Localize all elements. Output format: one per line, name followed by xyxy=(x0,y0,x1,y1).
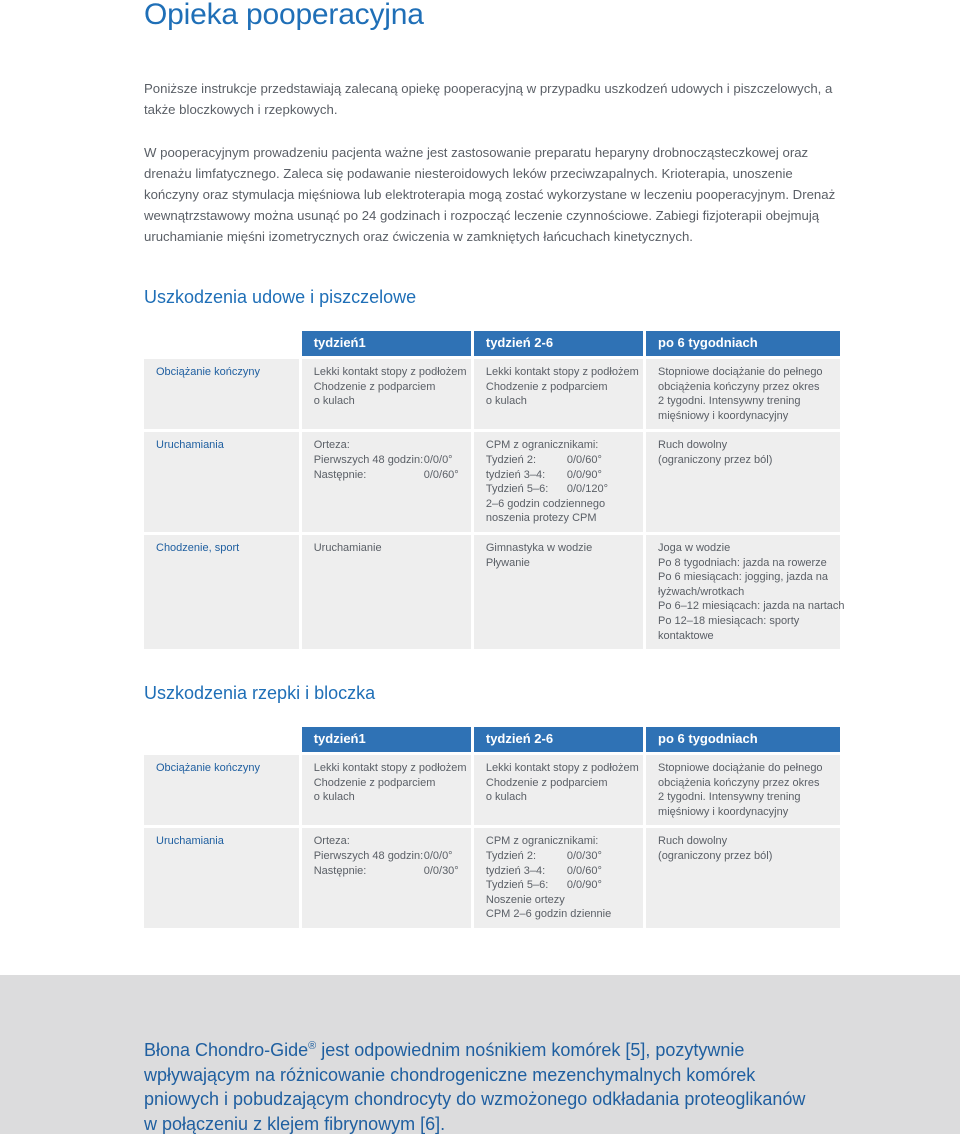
cell-value: 0/0/30° xyxy=(566,849,602,862)
cell-text: Ruch dowolny xyxy=(658,439,728,452)
table-cell xyxy=(646,828,840,928)
cell-text: Stopniowe dociążanie do pełnego xyxy=(658,762,823,774)
table-cell xyxy=(302,535,471,649)
cell-key: Tydzień 2: xyxy=(485,453,537,466)
cell-text: CPM z ogranicznikami: xyxy=(485,439,599,452)
cell-key: Następnie: xyxy=(313,864,367,877)
table-cell xyxy=(302,755,471,825)
table-cell xyxy=(646,755,840,825)
cell-text: kontaktowe xyxy=(658,629,714,642)
table-header-row xyxy=(144,727,840,752)
column-header-week1: tydzień1 xyxy=(302,331,471,356)
cell-text: (ograniczony przez ból) xyxy=(658,453,773,466)
cell-text: Po 6–12 miesiącach: jazda na nartach xyxy=(658,600,845,613)
cell-text: Uruchamianie xyxy=(313,541,382,554)
table-cell xyxy=(474,432,643,532)
row-label: Obciążanie kończyny xyxy=(144,359,299,429)
footer-statement xyxy=(144,1034,864,1136)
cell-key: Następnie: xyxy=(313,468,367,481)
cell-text: 2 tygodni. Intensywny trening xyxy=(658,395,801,408)
cell-text: o kulach xyxy=(313,395,355,408)
cell-text: Chodzenie z podparciem xyxy=(485,380,608,393)
cell-key: Pierwszych 48 godzin: xyxy=(313,453,424,466)
column-header-after-6-weeks: po 6 tygodniach xyxy=(646,331,840,356)
footer-text-part: wpływającym na różnicowanie chondrogeniczne mezenchymalnych komórek xyxy=(144,1064,756,1085)
care-table-femoral-tibial xyxy=(141,328,843,652)
table-cell xyxy=(474,359,643,429)
cell-key: Pierwszych 48 godzin: xyxy=(313,849,424,862)
table-cell xyxy=(474,755,643,825)
footer-text-part: jest odpowiednim nośnikiem komórek [5], pozytywnie xyxy=(316,1040,745,1060)
cell-text: obciążenia kończyny przez okres xyxy=(658,380,820,393)
cell-pair xyxy=(486,849,631,864)
row-label: Uruchamiania xyxy=(144,432,299,532)
cell-text: Joga w wodzie xyxy=(658,541,731,554)
table-cell xyxy=(474,828,643,928)
cell-text: Chodzenie z podparciem xyxy=(313,380,436,393)
intro-text xyxy=(144,78,844,269)
header-empty-cell xyxy=(144,331,299,356)
cell-text: Stopniowe dociążanie do pełnego xyxy=(658,366,823,378)
cell-text: mięśniowy i koordynacyjny xyxy=(658,409,789,422)
cell-key: tydzień 3–4: xyxy=(485,468,546,481)
table-cell xyxy=(302,432,471,532)
cell-value: 0/0/90° xyxy=(566,879,602,892)
cell-pair xyxy=(314,849,459,864)
table-cell xyxy=(474,535,643,649)
cell-text: obciążenia kończyny przez okres xyxy=(658,776,820,789)
cell-value: 0/0/60° xyxy=(566,453,602,466)
cell-text: Lekki kontakt stopy z podłożem xyxy=(313,762,467,774)
footer-text-part: Błona Chondro-Gide xyxy=(144,1040,309,1060)
intro-paragraph: W pooperacyjnym prowadzeniu pacjenta ważne jest zastosowanie preparatu heparyny drobnocząsteczkowej oraz drenażu limfatycznego. Zaleca się podawanie niesteroidowych leków przeciwzapalnych. Krioterapia, unoszenie kończyny oraz stymulacja mięśniowa lub elektroterapia mogą zostać wykorzystane w leczeniu pooperacyjnym. Drenaż wewnątrzstawowy można usunąć po 24 godzinach i rozpocząć leczenie czynnościowe. Zabiegi fizjoterapii obejmują uruchamianie mięśni izometrycznych oraz ćwiczenia w zamkniętych łańcuchach kinetycznych. xyxy=(144,145,836,244)
cell-text: noszenia protezy CPM xyxy=(485,512,597,525)
cell-text: Lekki kontakt stopy z podłożem xyxy=(485,366,639,378)
cell-text: łyżwach/wrotkach xyxy=(658,585,745,598)
section-heading-patella-trochlea: Uszkodzenia rzepki i bloczka xyxy=(144,683,376,703)
table-row xyxy=(144,755,840,825)
table-row xyxy=(144,828,840,928)
cell-text: o kulach xyxy=(485,395,527,408)
column-header-week2-6: tydzień 2-6 xyxy=(474,331,643,356)
table-row xyxy=(144,359,840,429)
cell-text: Ruch dowolny xyxy=(658,835,728,848)
cell-text: Orteza: xyxy=(313,439,350,452)
row-label: Uruchamiania xyxy=(144,828,299,928)
table-cell xyxy=(646,359,840,429)
cell-text: Chodzenie z podparciem xyxy=(485,776,608,789)
cell-pair xyxy=(314,864,459,879)
row-label: Obciążanie kończyny xyxy=(144,755,299,825)
column-header-week1: tydzień1 xyxy=(302,727,471,752)
cell-key: Tydzień 5–6: xyxy=(485,483,549,496)
cell-value: 0/0/120° xyxy=(566,483,608,496)
column-header-after-6-weeks: po 6 tygodniach xyxy=(646,727,840,752)
table-cell xyxy=(302,828,471,928)
cell-pair xyxy=(314,453,459,468)
cell-text: CPM z ogranicznikami: xyxy=(485,835,599,848)
cell-text: Noszenie ortezy xyxy=(485,893,565,906)
registered-mark: ® xyxy=(308,1040,317,1052)
cell-text: Lekki kontakt stopy z podłożem xyxy=(485,762,639,774)
cell-value: 0/0/0° xyxy=(423,849,453,862)
cell-text: Po 8 tygodniach: jazda na rowerze xyxy=(658,556,827,569)
cell-text: Po 12–18 miesiącach: sporty xyxy=(658,614,800,627)
cell-value: 0/0/60° xyxy=(566,864,602,877)
cell-text: Po 6 miesiącach: jogging, jazda na xyxy=(658,571,829,584)
table-header-row xyxy=(144,331,840,356)
cell-value: 0/0/60° xyxy=(423,468,459,481)
cell-value: 0/0/90° xyxy=(566,468,602,481)
cell-text: mięśniowy i koordynacyjny xyxy=(658,805,789,818)
column-header-week2-6: tydzień 2-6 xyxy=(474,727,643,752)
cell-pair xyxy=(486,482,631,497)
care-table-patella-trochlea xyxy=(141,724,843,931)
intro-paragraph: Poniższe instrukcje przedstawiają zalecaną opiekę pooperacyjną w przypadku uszkodzeń udowych i piszczelowych, a także bloczkowych i rzepkowych. xyxy=(144,81,833,117)
footer-text-part: pniowych i pobudzającym chondrocyty do wzmożonego odkładania proteoglikanów xyxy=(144,1089,806,1109)
cell-text: 2–6 godzin codziennego xyxy=(485,497,606,510)
cell-pair xyxy=(486,864,631,879)
table-cell xyxy=(646,432,840,532)
page-title: Opieka pooperacyjna xyxy=(144,0,424,31)
cell-text: CPM 2–6 godzin dziennie xyxy=(485,908,612,921)
header-empty-cell xyxy=(144,727,299,752)
section-heading-femoral-tibial: Uszkodzenia udowe i piszczelowe xyxy=(144,287,417,307)
cell-pair xyxy=(486,878,631,893)
row-label: Chodzenie, sport xyxy=(144,535,299,649)
cell-key: Tydzień 2: xyxy=(485,849,537,862)
cell-text: o kulach xyxy=(485,791,527,804)
table-cell xyxy=(646,535,845,649)
table-row xyxy=(144,432,840,532)
cell-pair xyxy=(486,468,631,483)
cell-key: Tydzień 5–6: xyxy=(485,879,549,892)
cell-text: Lekki kontakt stopy z podłożem xyxy=(313,366,467,378)
cell-value: 0/0/0° xyxy=(423,453,453,466)
cell-text: (ograniczony przez ból) xyxy=(658,849,773,862)
cell-text: o kulach xyxy=(313,791,355,804)
cell-text: Gimnastyka w wodzie xyxy=(485,541,593,554)
cell-key: tydzień 3–4: xyxy=(485,864,546,877)
cell-text: Pływanie xyxy=(485,556,530,569)
cell-value: 0/0/30° xyxy=(423,864,459,877)
cell-pair xyxy=(486,453,631,468)
table-row xyxy=(144,535,840,649)
table-cell xyxy=(302,359,471,429)
footer-text-part: w połączeniu z klejem fibrynowym [6]. xyxy=(144,1113,446,1134)
cell-text: Chodzenie z podparciem xyxy=(313,776,436,789)
cell-text: 2 tygodni. Intensywny trening xyxy=(658,791,801,804)
cell-text: Orteza: xyxy=(313,835,350,848)
cell-pair xyxy=(314,468,459,483)
